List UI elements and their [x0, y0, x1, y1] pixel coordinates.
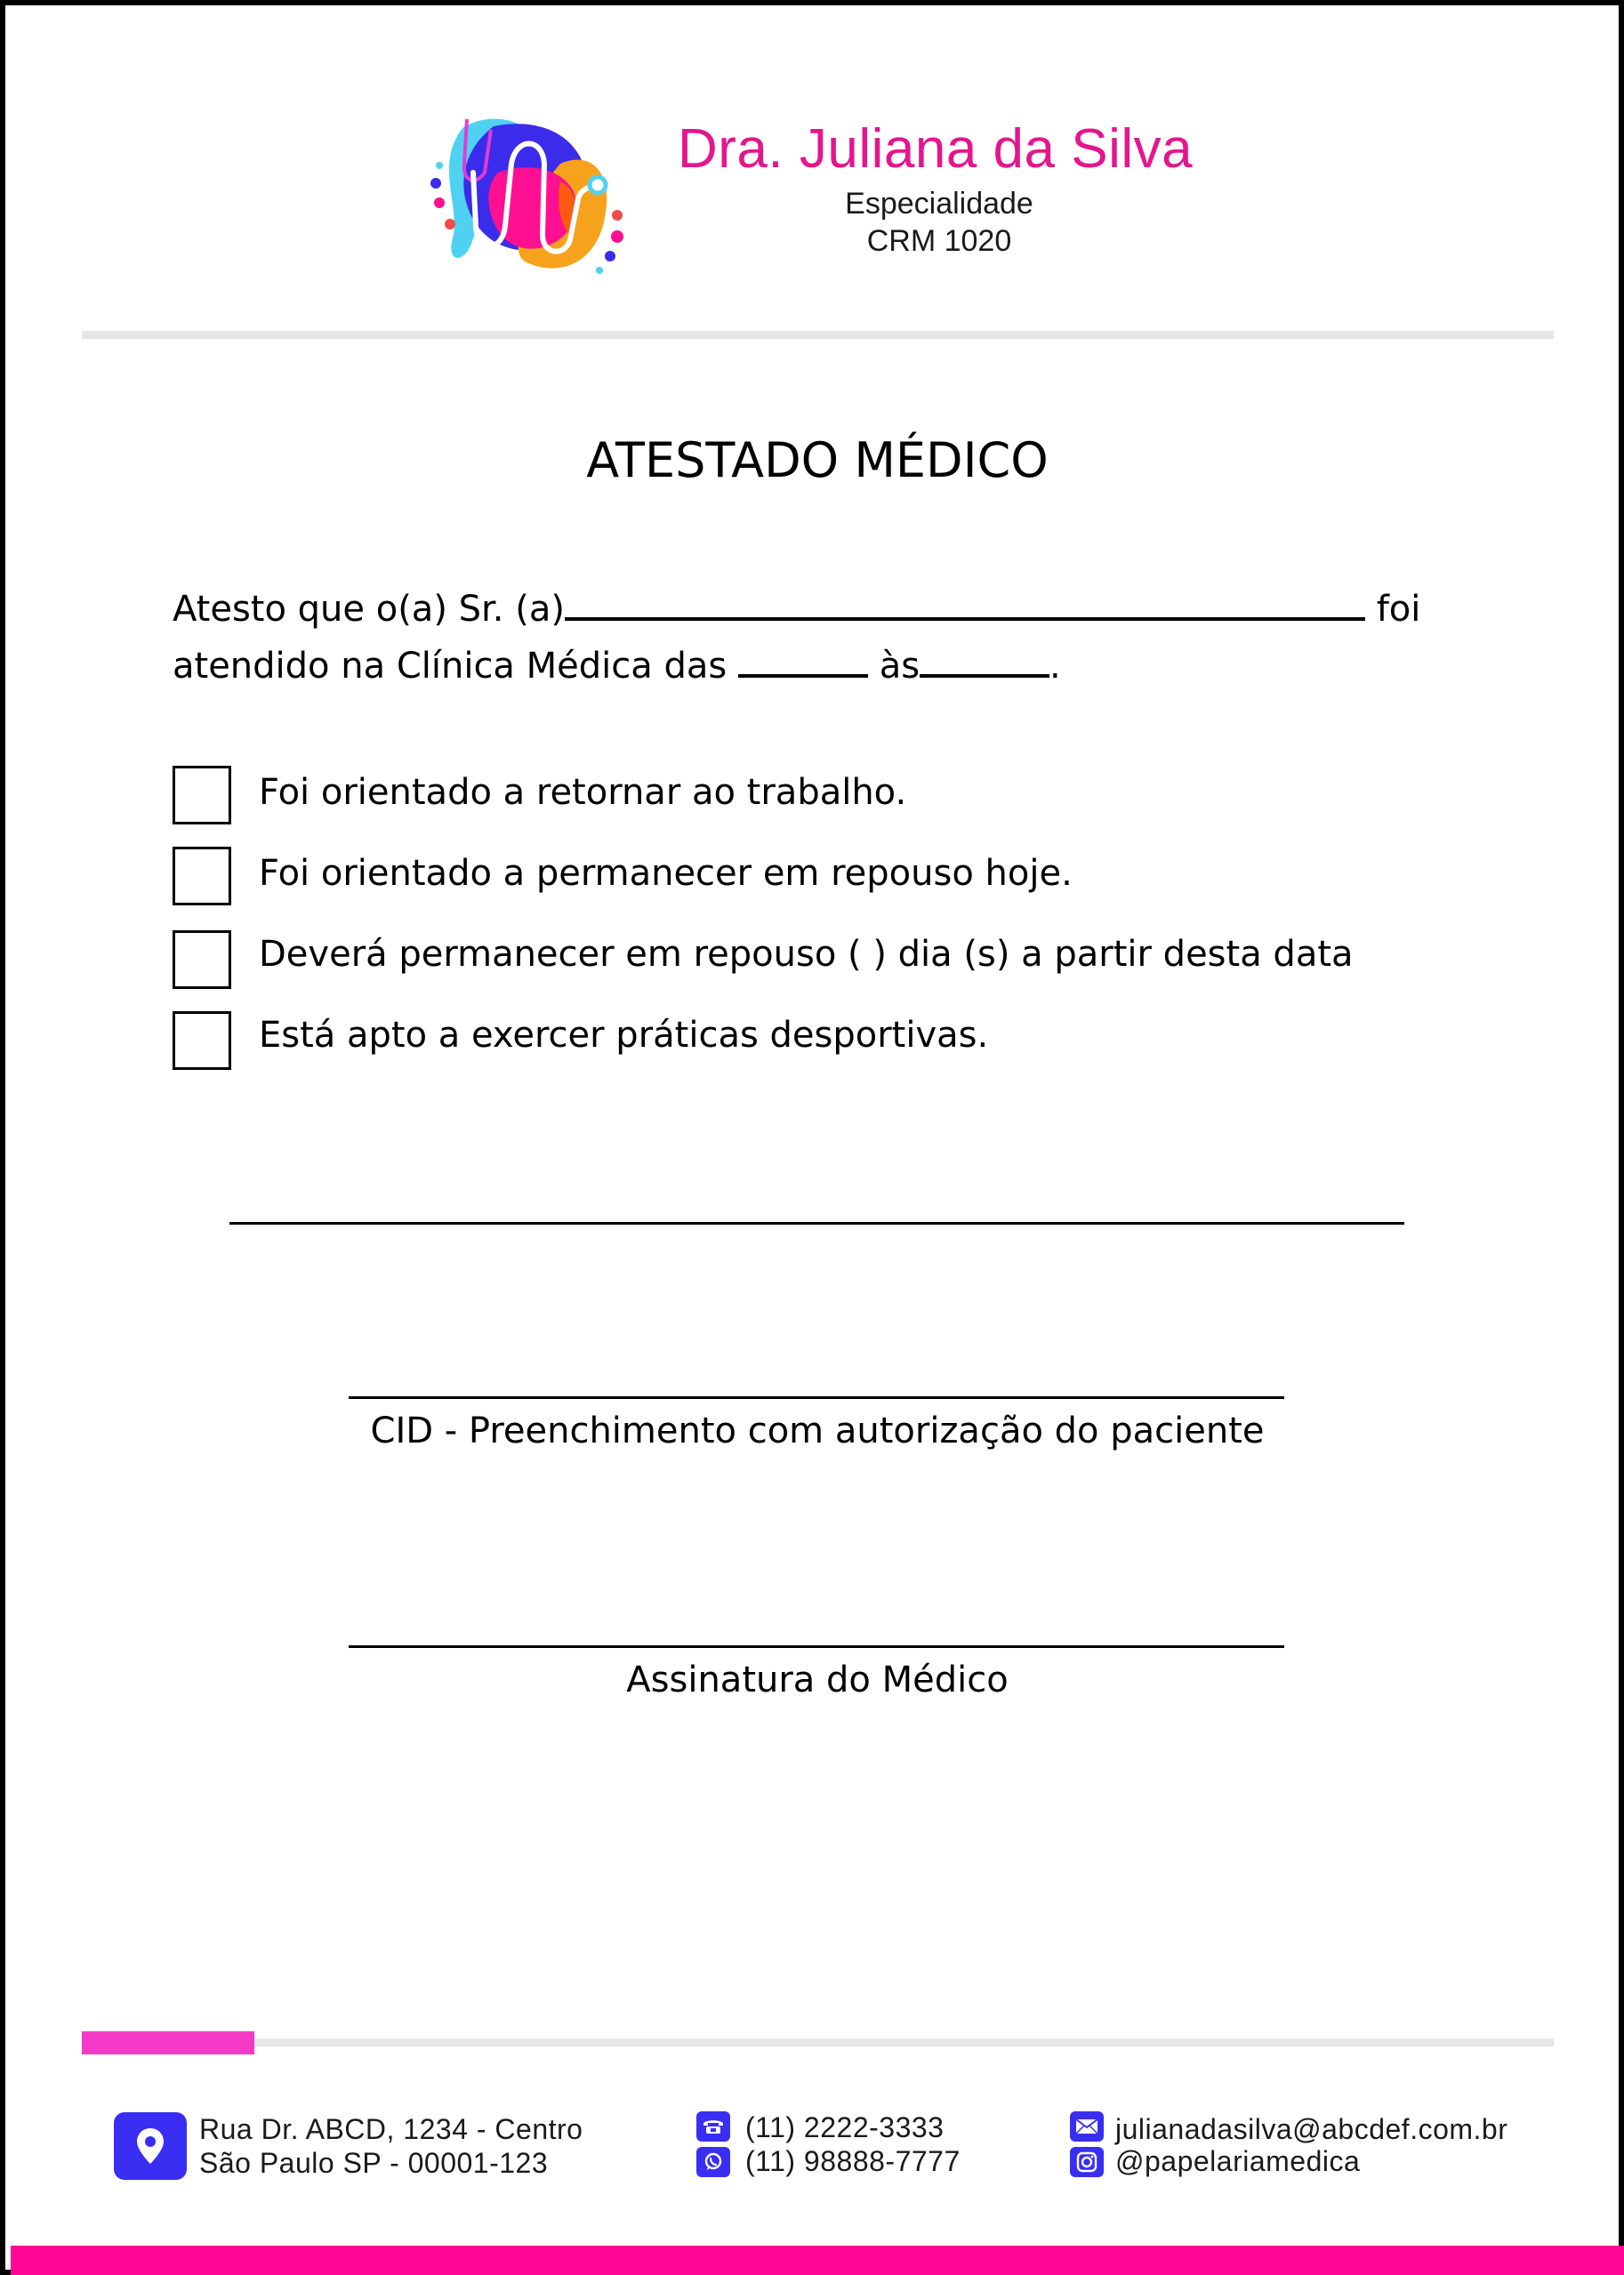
- address-line-2: São Paulo SP - 00001-123: [199, 2147, 549, 2179]
- footer-color-bar: [11, 2246, 1624, 2275]
- checklist-label: Deverá permanecer em repouso ( ) dia (s) a partir desta data: [259, 934, 1354, 975]
- whatsapp-icon: [696, 2147, 730, 2177]
- whatsapp-number[interactable]: (11) 98888-7777: [745, 2145, 961, 2177]
- checkbox-sports-fit[interactable]: [173, 1011, 231, 1070]
- attestation-suffix: foi: [1376, 589, 1421, 630]
- header-divider: [82, 331, 1554, 339]
- attestation-prefix: Atesto que o(a) Sr. (a): [173, 589, 565, 630]
- attendance-middle: às: [879, 646, 921, 687]
- signature-line[interactable]: [349, 1645, 1284, 1648]
- attestation-line-2: [173, 639, 1061, 687]
- location-pin-icon: [114, 2112, 187, 2180]
- checkbox-rest-today[interactable]: [173, 847, 231, 905]
- page-title: ATESTADO MÉDICO: [586, 432, 1049, 488]
- email-link[interactable]: julianadasilva@abcdef.com.br: [1115, 2113, 1508, 2145]
- signature-caption: Assinatura do Médico: [626, 1660, 1009, 1700]
- stethoscope-logo-icon: [427, 110, 631, 276]
- cid-line[interactable]: [349, 1396, 1284, 1399]
- address-line-1: Rua Dr. ABCD, 1234 - Centro: [199, 2113, 583, 2145]
- doctor-name: Dra. Juliana da Silva: [678, 118, 1194, 180]
- checkbox-return-to-work[interactable]: [173, 766, 231, 824]
- crm-number: CRM 1020: [866, 224, 1012, 258]
- end-time-field[interactable]: [920, 639, 1049, 678]
- checkbox-rest-days[interactable]: [173, 930, 231, 989]
- checklist-label: Foi orientado a permanecer em repouso hoje.: [259, 853, 1073, 894]
- start-time-field[interactable]: [738, 639, 868, 678]
- attestation-line-1: [173, 582, 1420, 630]
- notes-line[interactable]: [229, 1222, 1404, 1225]
- telephone-icon: [696, 2111, 730, 2142]
- instagram-icon: [1070, 2147, 1104, 2177]
- checklist-label: Está apto a exercer práticas desportivas.: [259, 1015, 989, 1056]
- specialty-label: Especialidade: [845, 187, 1033, 221]
- cid-caption: CID - Preenchimento com autorização do paciente: [370, 1411, 1265, 1451]
- instagram-handle[interactable]: @papelariamedica: [1115, 2145, 1361, 2177]
- envelope-icon: [1070, 2111, 1104, 2142]
- footer-divider: [254, 2038, 1554, 2046]
- attendance-suffix: .: [1049, 646, 1061, 687]
- patient-name-field[interactable]: [565, 582, 1365, 621]
- phone-number[interactable]: (11) 2222-3333: [745, 2111, 945, 2143]
- checklist-label: Foi orientado a retornar ao trabalho.: [259, 772, 907, 813]
- footer-accent-bar: [82, 2031, 254, 2054]
- attendance-prefix: atendido na Clínica Médica das: [173, 646, 728, 687]
